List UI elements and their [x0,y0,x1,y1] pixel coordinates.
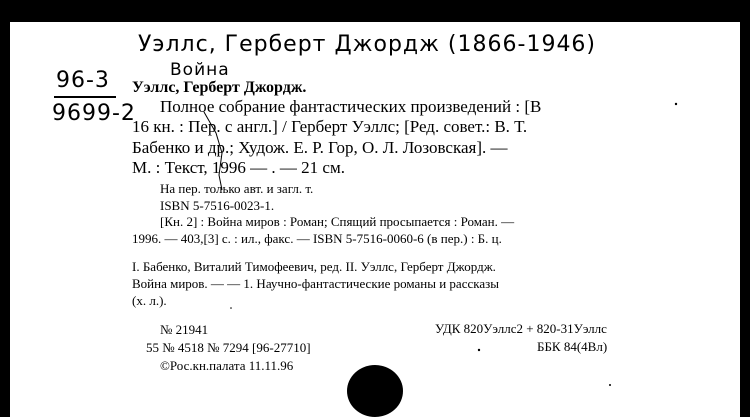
udc-code: УДК 820Уэллс2 + 820-31Уэллс [435,321,607,336]
card-number: № 21941 [160,322,209,337]
imprint-line: М. : Текст, 1996 — . — 21 см. [132,158,345,177]
binding-note: На пер. только авт. и загл. т. [160,181,314,196]
isbn-general: ISBN 5-7516-0023-1. [160,198,275,213]
tracing-line-1: I. Бабенко, Виталий Тимофеевич, ред. II. Уэллс, Герберт Джордж. [132,259,496,274]
handwritten-shelf-mark-top: 96-3 [56,68,110,93]
handwritten-shelf-mark-bottom: 9699-2 [52,101,136,126]
title-line-3: Бабенко и др.; Худож. Е. Р. Гор, О. Л. Лозовская]. — [132,138,508,157]
handwritten-author-dates: Уэллс, Герберт Джордж (1866-1946) [138,32,597,57]
author-heading: Уэллс, Герберт Джордж. [132,79,307,96]
volume-title-line: [Кн. 2] : Война миров : Роман; Спящий просыпается : Роман. — [160,214,515,229]
tracing-line-3: (х. л.). [132,293,167,308]
tracing-line-2: Война миров. — — 1. Научно-фантастические романы и рассказы [132,276,499,291]
bbk-code: ББК 84(4Вл) [537,339,608,354]
order-line: 55 № 4518 № 7294 [96-27710] [146,340,311,355]
handwritten-title-word: Война [170,60,230,80]
volume-imprint-line: 1996. — 403,[3] с. : ил., факс. — ISBN 5-7516-0060-6 (в пер.) : Б. ц. [132,231,502,246]
book-chamber-line: ©Рос.кн.палата 11.11.96 [160,358,294,373]
title-line-2: 16 кн. : Пер. с англ.] / Герберт Уэллс; [Ред. совет.: В. Т. [132,117,528,136]
title-line-1: Полное собрание фантастических произведений : [В [160,97,542,116]
